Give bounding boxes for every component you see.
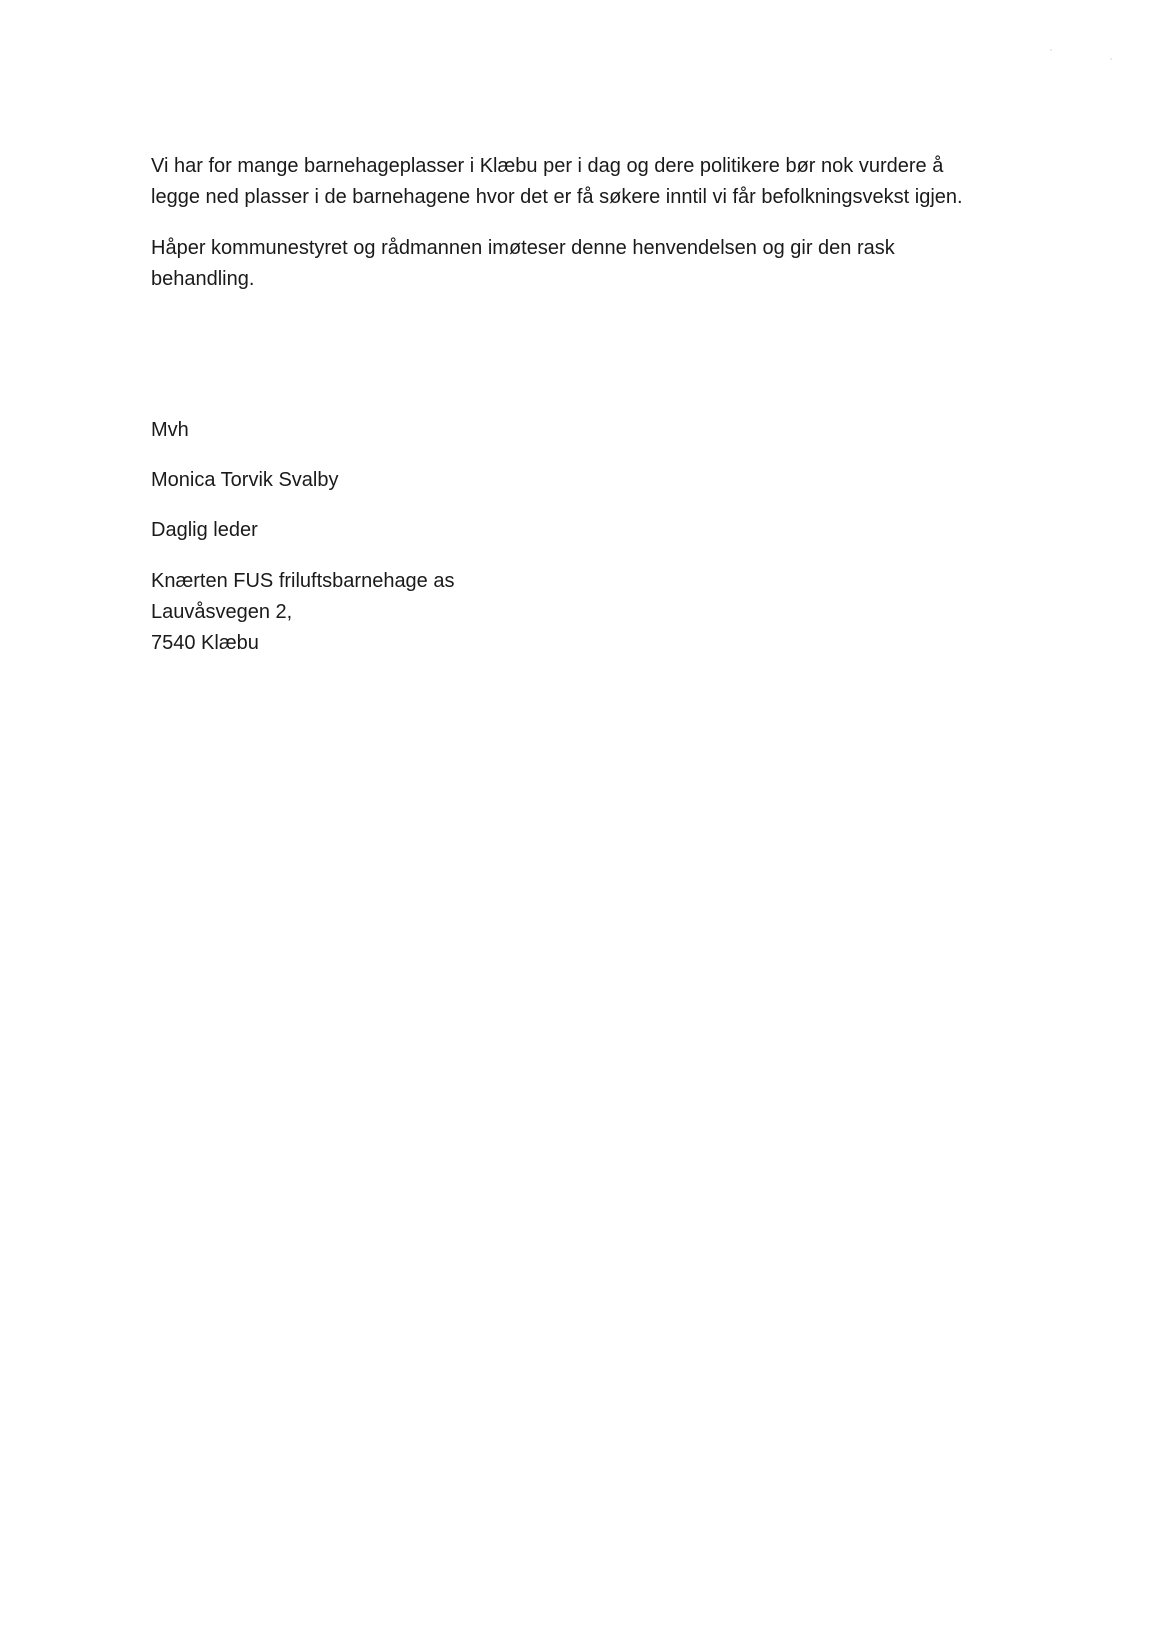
paragraph-line: behandling. xyxy=(151,268,255,290)
signer-name: Monica Torvik Svalby xyxy=(151,469,339,491)
closing-salutation: Mvh xyxy=(151,419,189,441)
organization-name: Knærten FUS friluftsbarnehage as xyxy=(151,570,455,592)
scan-artifact xyxy=(1110,58,1112,60)
signer-title: Daglig leder xyxy=(151,519,258,541)
paragraph-line: legge ned plasser i de barnehagene hvor det er få søkere inntil vi får befolkningsvekst igjen. xyxy=(151,186,963,208)
organization-address xyxy=(151,566,1011,659)
paragraph-line: Håper kommunestyret og rådmannen imøteser denne henvendelsen og gir den rask xyxy=(151,237,895,259)
scan-artifact xyxy=(1050,49,1052,51)
body-paragraph-2 xyxy=(151,233,1011,295)
paragraph-line: Vi har for mange barnehageplasser i Klæbu per i dag og dere politikere bør nok vurdere å xyxy=(151,155,944,177)
body-paragraph-1 xyxy=(151,151,1011,213)
postal-address: 7540 Klæbu xyxy=(151,632,259,654)
street-address: Lauvåsvegen 2, xyxy=(151,601,293,623)
